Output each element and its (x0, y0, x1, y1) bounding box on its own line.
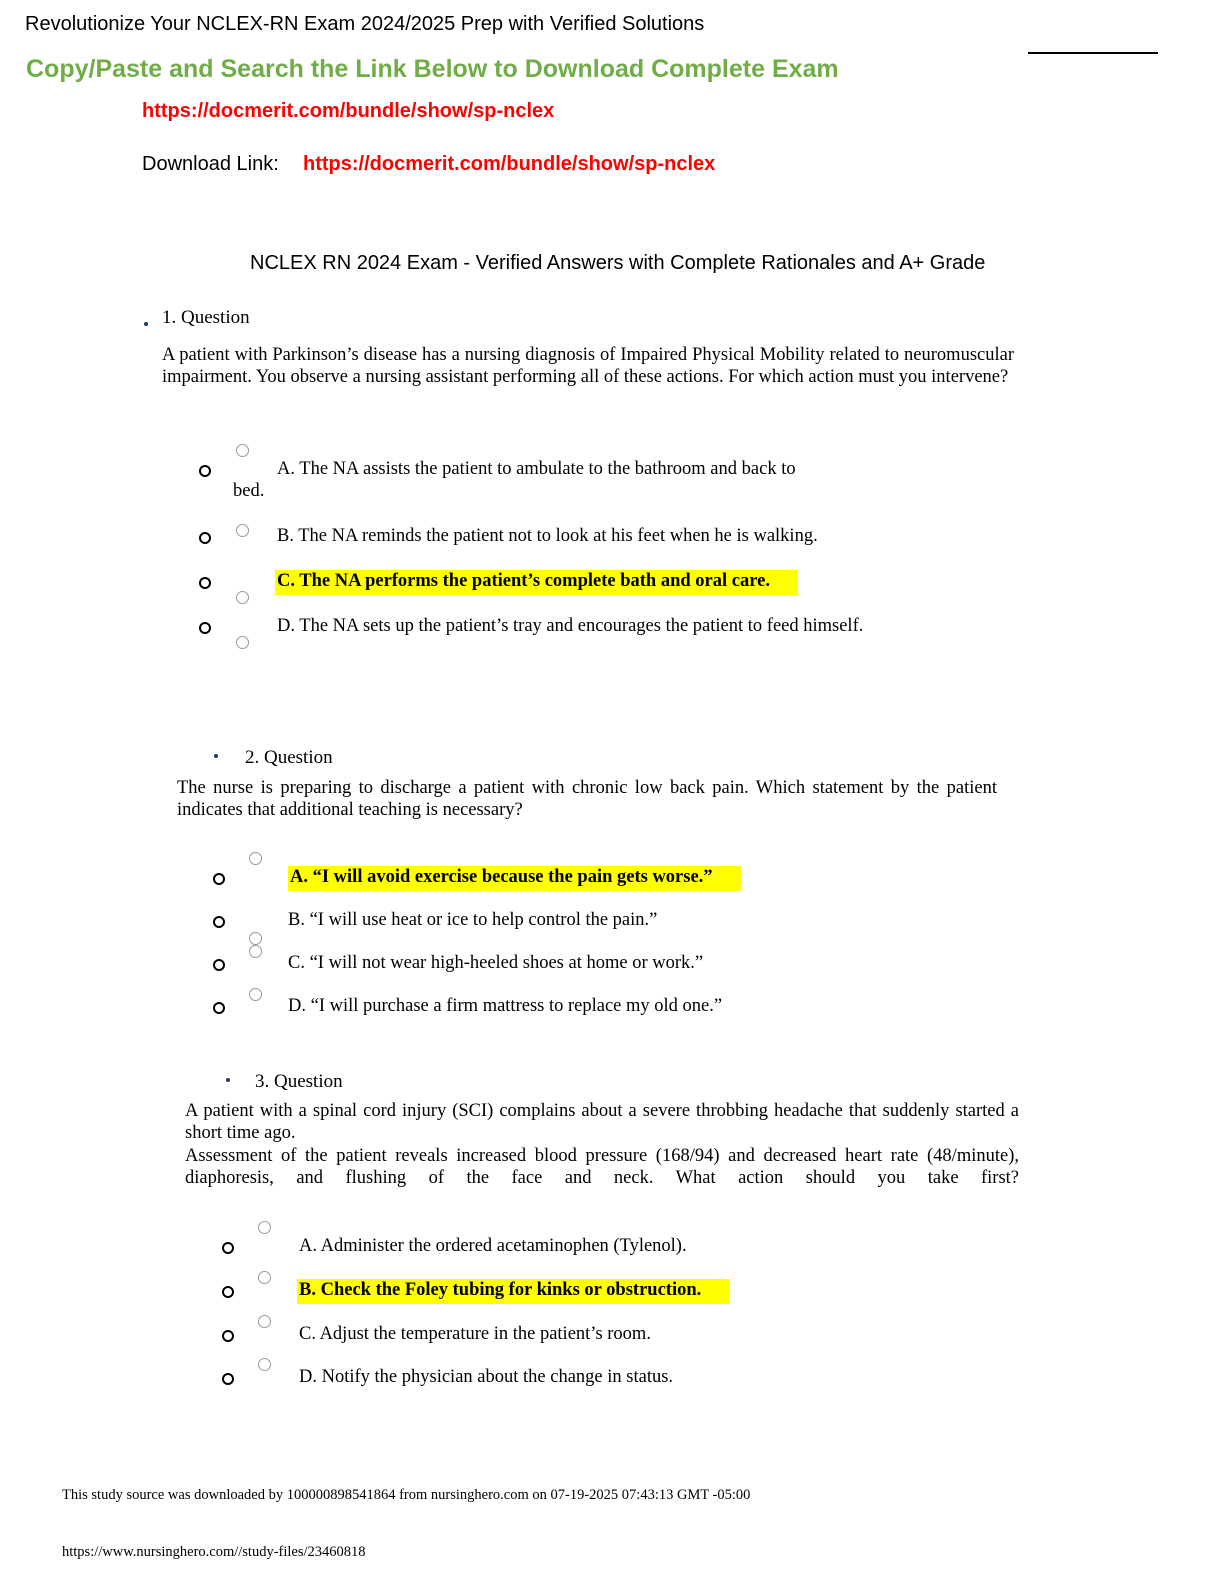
q3-option-d: D. Notify the physician about the change in status. (299, 1367, 674, 1387)
option-bullet (199, 622, 211, 634)
q2-option-b: B. “I will use heat or ice to help control the pain.” (288, 910, 658, 930)
option-bullet (222, 1242, 234, 1254)
option-bullet (222, 1286, 234, 1298)
document-heading: NCLEX RN 2024 Exam - Verified Answers with Complete Rationales and A+ Grade (250, 252, 986, 274)
q1-option-c-correct: C. The NA performs the patient’s complete bath and oral care. (275, 570, 798, 595)
radio-button[interactable] (249, 945, 262, 958)
option-bullet (222, 1330, 234, 1342)
radio-button[interactable] (258, 1315, 271, 1328)
radio-button[interactable] (249, 988, 262, 1001)
header-rule (1028, 52, 1158, 54)
download-link-label: Download Link: (142, 153, 279, 175)
option-bullet (199, 532, 211, 544)
radio-button[interactable] (258, 1271, 271, 1284)
question-3-text-1: A patient with a spinal cord injury (SCI) complains about a severe throbbing headache that suddenly started a short time ago. (185, 1101, 1019, 1143)
q1-option-a-continued: bed. (233, 481, 265, 501)
download-link[interactable]: https://docmerit.com/bundle/show/sp-nclex (303, 153, 716, 175)
footer-source-note: This study source was downloaded by 100000898541864 from nursinghero.com on 07-19-2025 07:43:13 GMT -05:00 (62, 1487, 751, 1503)
question-1-label: 1. Question (162, 307, 250, 328)
radio-button[interactable] (236, 636, 249, 649)
radio-button[interactable] (249, 852, 262, 865)
q1-option-a: A. The NA assists the patient to ambulate to the bathroom and back to (277, 459, 796, 479)
q1-option-d: D. The NA sets up the patient’s tray and encourages the patient to feed himself. (277, 616, 864, 636)
option-bullet (213, 916, 225, 928)
q1-option-b: B. The NA reminds the patient not to look at his feet when he is walking. (277, 526, 818, 546)
option-bullet (199, 465, 211, 477)
q3-option-b-correct: B. Check the Foley tubing for kinks or obstruction. (297, 1279, 729, 1304)
option-bullet (199, 577, 211, 589)
q3-option-c: C. Adjust the temperature in the patient’s room. (299, 1324, 651, 1344)
question-1-text: A patient with Parkinson’s disease has a nursing diagnosis of Impaired Physical Mobility related to neuromuscular impairment. You observe a nursing assistant performing all of these actions. For which action must you intervene? (162, 345, 1014, 387)
radio-button[interactable] (258, 1221, 271, 1234)
option-bullet (213, 1002, 225, 1014)
q2-option-c: C. “I will not wear high-heeled shoes at home or work.” (288, 953, 704, 973)
radio-button[interactable] (258, 1358, 271, 1371)
question-bullet (214, 754, 218, 758)
copy-paste-instruction: Copy/Paste and Search the Link Below to Download Complete Exam (26, 55, 839, 83)
question-bullet (144, 322, 148, 326)
option-bullet (213, 959, 225, 971)
q2-option-d: D. “I will purchase a firm mattress to replace my old one.” (288, 996, 723, 1016)
question-bullet (226, 1078, 230, 1082)
option-bullet (213, 873, 225, 885)
radio-button[interactable] (236, 591, 249, 604)
radio-button[interactable] (236, 444, 249, 457)
radio-button[interactable] (249, 932, 262, 945)
header-title: Revolutionize Your NCLEX-RN Exam 2024/2025 Prep with Verified Solutions (25, 13, 705, 35)
docmerit-link[interactable]: https://docmerit.com/bundle/show/sp-nclex (142, 100, 555, 122)
option-bullet (222, 1373, 234, 1385)
q2-option-a-correct: A. “I will avoid exercise because the pain gets worse.” (288, 866, 741, 891)
question-3-label: 3. Question (255, 1071, 343, 1092)
question-2-text: The nurse is preparing to discharge a patient with chronic low back pain. Which statement by the patient indicates that additional teaching is necessary? (177, 778, 997, 820)
footer-url[interactable]: https://www.nursinghero.com//study-files/23460818 (62, 1544, 366, 1560)
radio-button[interactable] (236, 524, 249, 537)
q3-option-a: A. Administer the ordered acetaminophen (Tylenol). (299, 1236, 687, 1256)
question-2-label: 2. Question (245, 747, 333, 768)
question-3-text-2: Assessment of the patient reveals increased blood pressure (168/94) and decreased heart rate (48/minute), diaphoresis, and flushing of the face and neck. What action should you take first? (185, 1146, 1019, 1188)
